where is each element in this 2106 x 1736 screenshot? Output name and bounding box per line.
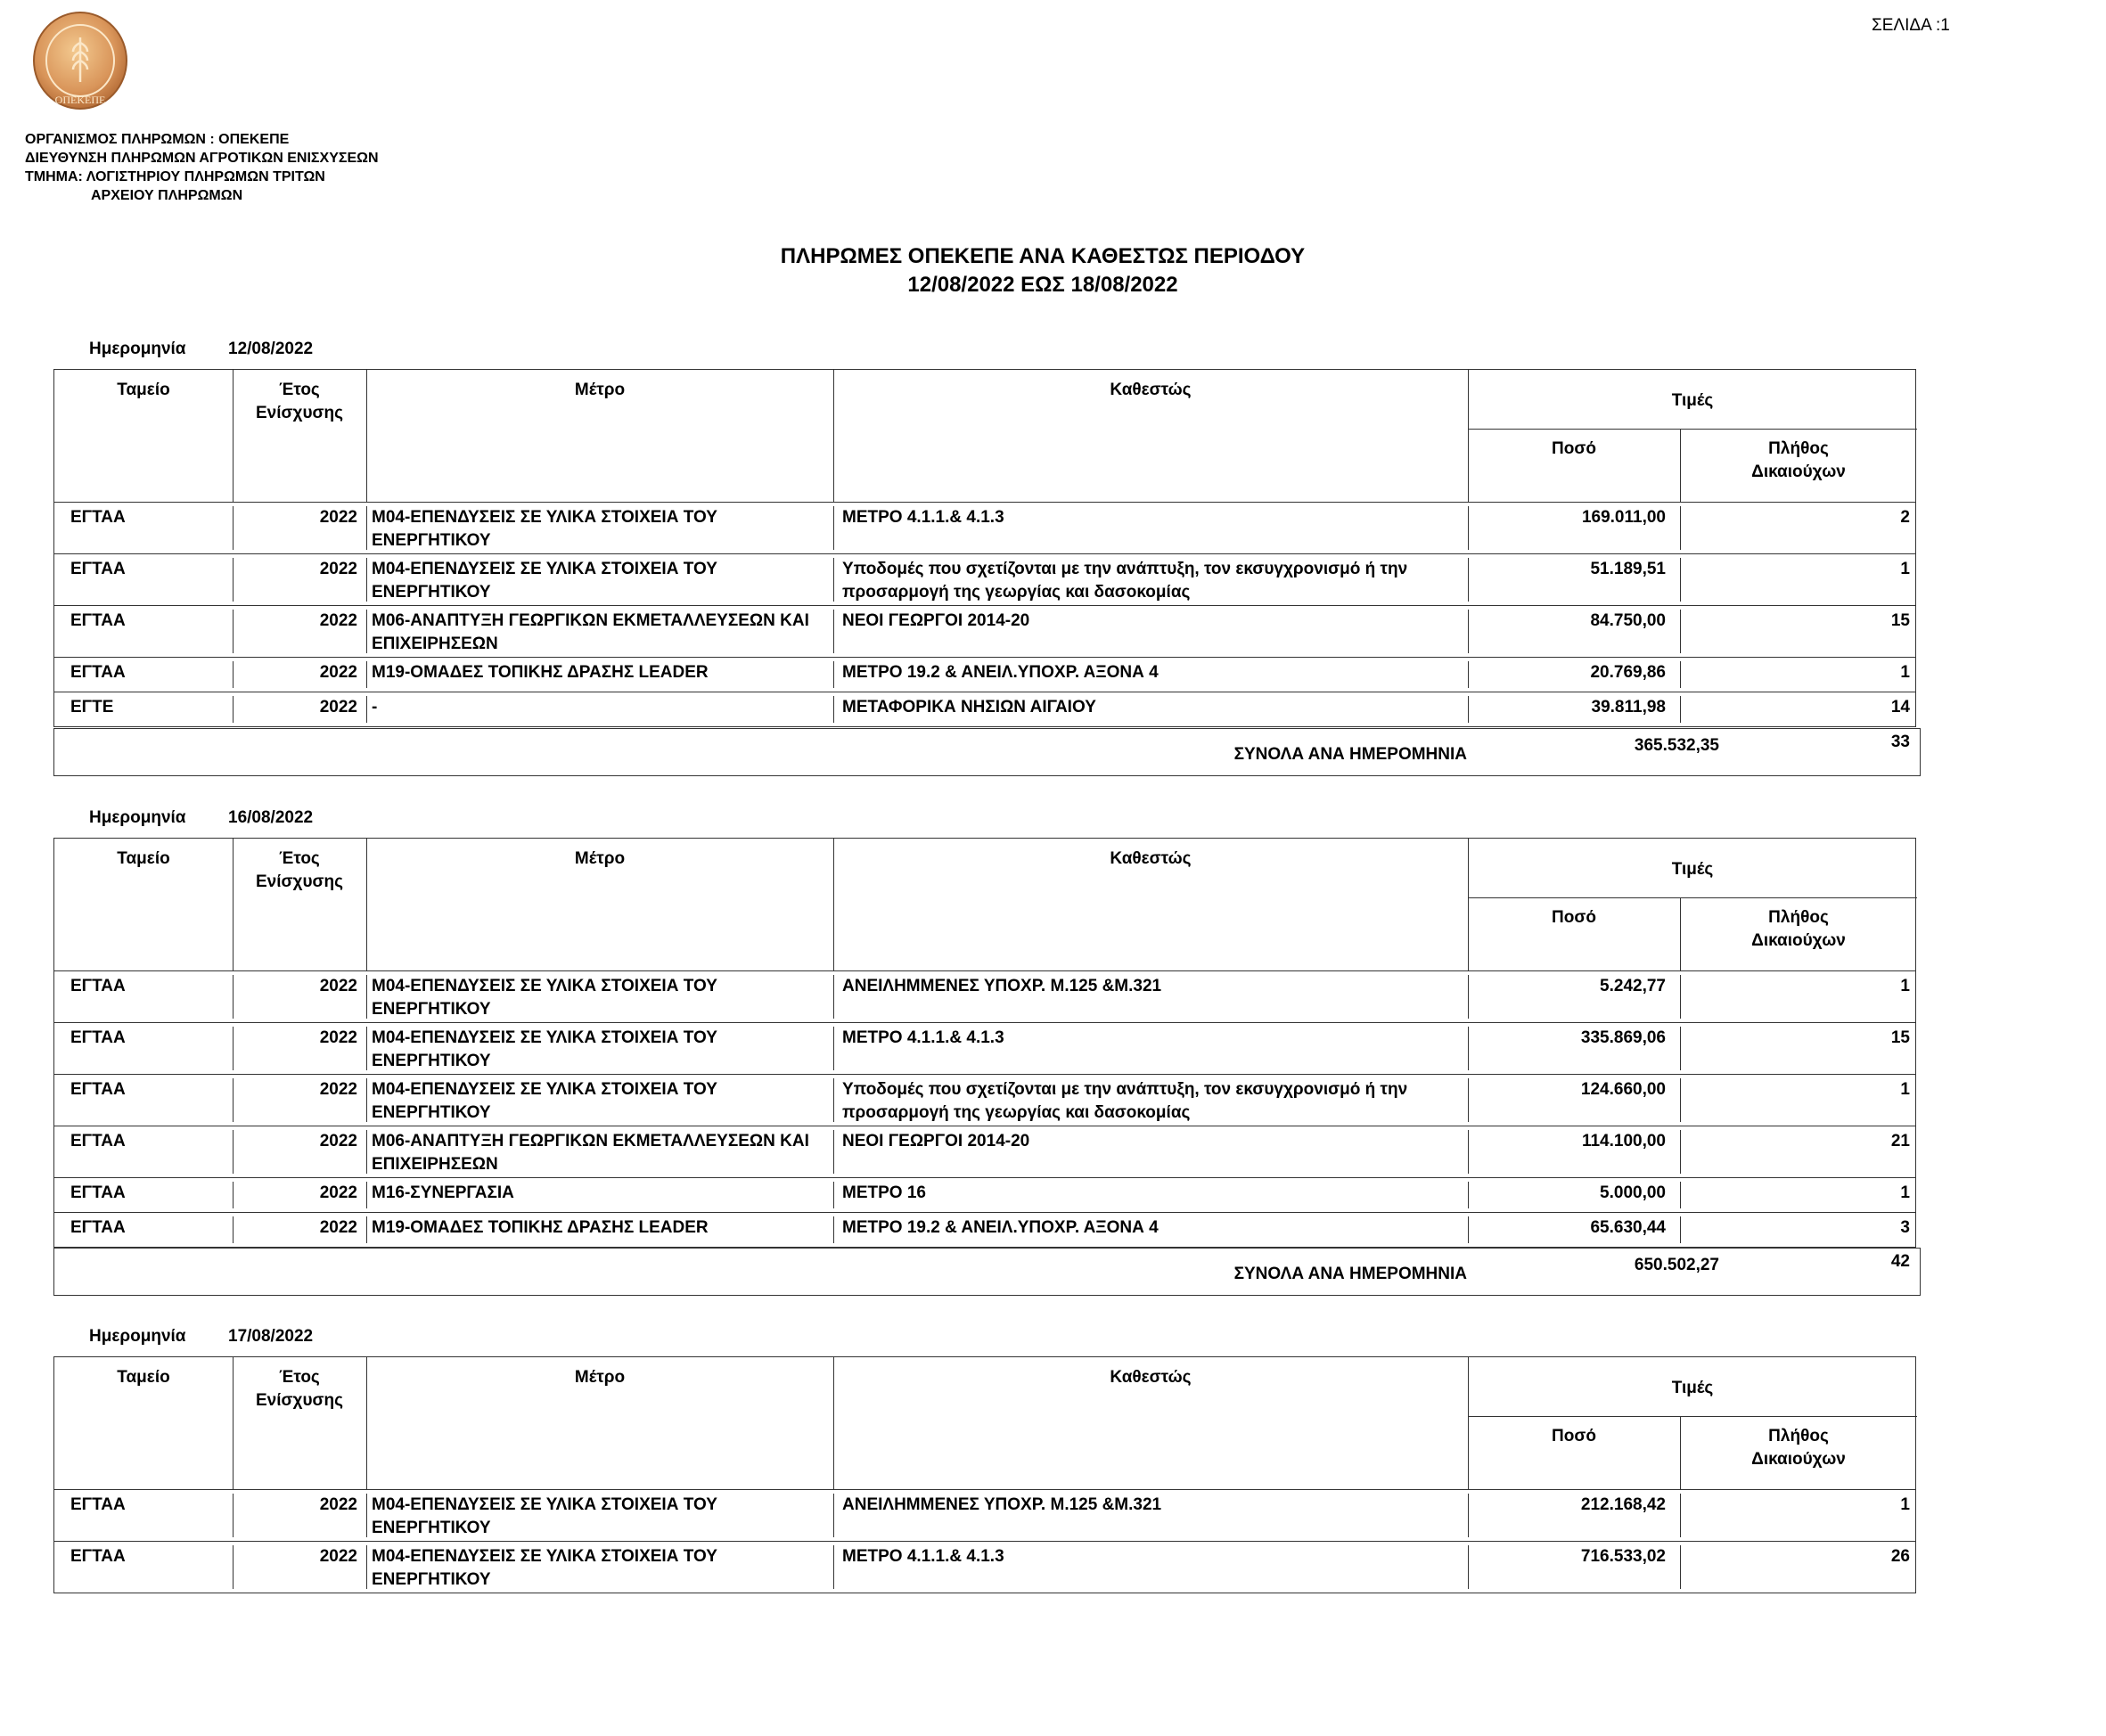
- cell-measure: -: [372, 698, 378, 717]
- cell-amount: 20.769,86: [1590, 663, 1666, 682]
- row-divider: [1680, 1216, 1681, 1243]
- cell-year: 2022: [319, 1183, 357, 1202]
- row-divider: [366, 558, 367, 602]
- table-header: [54, 370, 1915, 503]
- totals-amount: 365.532,35: [1634, 736, 1719, 755]
- row-divider: [1468, 1494, 1469, 1537]
- row-divider: [833, 1545, 834, 1589]
- col-header-count: [1680, 1425, 1917, 1471]
- col-header-year-l1: Έτος: [279, 849, 320, 868]
- row-divider: [833, 1494, 834, 1537]
- row-divider: [1468, 506, 1469, 550]
- row-divider: [366, 610, 367, 653]
- row-divider: [366, 1494, 367, 1537]
- row-divider: [833, 1130, 834, 1174]
- table-row: [54, 1213, 1915, 1247]
- cell-amount: 84.750,00: [1590, 611, 1666, 630]
- col-header-amount: Ποσό: [1552, 1427, 1596, 1445]
- cell-year: 2022: [319, 1080, 357, 1099]
- cell-fund: ΕΓΤΑΑ: [70, 1495, 126, 1514]
- row-divider: [1680, 1182, 1681, 1208]
- cell-status: ΜΕΤΡΟ 4.1.1.& 4.1.3: [842, 1547, 1004, 1566]
- cell-amount: 716.533,02: [1580, 1547, 1666, 1566]
- cell-count: 1: [1900, 1183, 1910, 1202]
- col-header-measure: Μέτρο: [574, 1368, 626, 1387]
- col-header-count-l1: Πλήθος: [1768, 908, 1829, 927]
- cell-year: 2022: [319, 1132, 357, 1151]
- cell-fund: ΕΓΤΑΑ: [70, 508, 126, 527]
- col-header-count-l2: Δικαιούχων: [1751, 1450, 1846, 1469]
- date-value: 12/08/2022: [228, 340, 314, 358]
- header-divider: [1468, 1357, 1469, 1489]
- row-divider: [1680, 661, 1681, 688]
- table-header: [54, 839, 1915, 971]
- row-divider: [366, 1027, 367, 1070]
- col-header-count-l1: Πλήθος: [1768, 439, 1829, 458]
- col-header-year-l2: Ενίσχυσης: [256, 404, 343, 422]
- cell-status: ΝΕΟΙ ΓΕΩΡΓΟΙ 2014-20: [842, 1132, 1030, 1151]
- row-divider: [1680, 1494, 1681, 1537]
- row-divider: [1468, 558, 1469, 602]
- row-divider: [1468, 661, 1469, 688]
- totals-count: 33: [1890, 733, 1910, 751]
- header-divider: [233, 839, 234, 970]
- cell-year: 2022: [319, 1495, 357, 1514]
- header-divider: [833, 1357, 834, 1489]
- cell-fund: ΕΓΤΑΑ: [70, 663, 126, 682]
- cell-year: 2022: [319, 663, 357, 682]
- table-row: [54, 606, 1915, 658]
- cell-fund: ΕΓΤΑΑ: [70, 1183, 126, 1202]
- table-row: [54, 1178, 1915, 1213]
- page-number: ΣΕΛΙΔΑ :1: [1872, 16, 1950, 35]
- cell-status: ΜΕΤΡΟ 19.2 & ΑΝΕΙΛ.ΥΠΟΧΡ. ΑΞΟΝΑ 4: [842, 1218, 1159, 1237]
- cell-amount: 114.100,00: [1581, 1132, 1666, 1151]
- row-divider: [366, 1545, 367, 1589]
- row-divider: [233, 1494, 234, 1537]
- row-divider: [1468, 696, 1469, 723]
- cell-count: 26: [1890, 1547, 1910, 1566]
- cell-status: ΜΕΤΡΟ 16: [842, 1183, 926, 1202]
- col-header-measure: Μέτρο: [574, 849, 626, 868]
- table-row: [54, 503, 1915, 554]
- cell-fund: ΕΓΤΕ: [70, 698, 114, 717]
- row-divider: [1468, 1130, 1469, 1174]
- col-header-amount: Ποσό: [1552, 908, 1596, 927]
- header-divider: [1680, 429, 1681, 502]
- cell-measure: Μ19-ΟΜΑΔΕΣ ΤΟΠΙΚΗΣ ΔΡΑΣΗΣ LEADER: [372, 1218, 709, 1237]
- cell-amount: 51.189,51: [1590, 560, 1666, 578]
- cell-measure: Μ04-ΕΠΕΝΔΥΣΕΙΣ ΣΕ ΥΛΙΚΑ ΣΤΟΙΧΕΙΑ ΤΟΥ ΕΝΕΡΓΗΤΙΚΟΥ: [372, 508, 717, 550]
- row-divider: [233, 558, 234, 602]
- cell-fund: ΕΓΤΑΑ: [70, 1028, 126, 1047]
- col-header-count-l2: Δικαιούχων: [1751, 931, 1846, 950]
- col-header-values: Τιμές: [1671, 1379, 1714, 1397]
- table-row: [54, 1542, 1915, 1593]
- row-divider: [366, 1130, 367, 1174]
- row-divider: [833, 1078, 834, 1122]
- cell-fund: ΕΓΤΑΑ: [70, 560, 126, 578]
- svg-text:ΟΠΕΚΕΠΕ: ΟΠΕΚΕΠΕ: [54, 94, 106, 106]
- cell-status: ΜΕΤΡΟ 4.1.1.& 4.1.3: [842, 1028, 1004, 1047]
- cell-measure: Μ06-ΑΝΑΠΤΥΞΗ ΓΕΩΡΓΙΚΩΝ ΕΚΜΕΤΑΛΛΕΥΣΕΩΝ ΚΑΙ ΕΠΙΧΕΙΡΗΣΕΩΝ: [372, 1132, 809, 1174]
- cell-status: Υποδομές που σχετίζονται με την ανάπτυξη, τον εκσυγχρονισμό ή την προσαρμογή της γεωργίας και δασοκομίας: [842, 560, 1408, 602]
- cell-fund: ΕΓΤΑΑ: [70, 1132, 126, 1151]
- row-divider: [1680, 1027, 1681, 1070]
- date-value: 16/08/2022: [228, 808, 314, 827]
- cell-measure: Μ04-ΕΠΕΝΔΥΣΕΙΣ ΣΕ ΥΛΙΚΑ ΣΤΟΙΧΕΙΑ ΤΟΥ ΕΝΕΡΓΗΤΙΚΟΥ: [372, 560, 717, 602]
- report-title-block: [0, 242, 2086, 299]
- col-header-status: Καθεστώς: [1110, 381, 1192, 399]
- row-divider: [1680, 506, 1681, 550]
- row-divider: [833, 661, 834, 688]
- row-divider: [1468, 1078, 1469, 1122]
- row-divider: [233, 1078, 234, 1122]
- cell-year: 2022: [319, 611, 357, 630]
- cell-count: 15: [1890, 611, 1910, 630]
- row-divider: [233, 661, 234, 688]
- row-divider: [233, 1130, 234, 1174]
- cell-count: 1: [1900, 560, 1910, 578]
- cell-status: ΑΝΕΙΛΗΜΜΕΝΕΣ ΥΠΟΧΡ. Μ.125 &Μ.321: [842, 977, 1162, 995]
- cell-measure: Μ04-ΕΠΕΝΔΥΣΕΙΣ ΣΕ ΥΛΙΚΑ ΣΤΟΙΧΕΙΑ ΤΟΥ ΕΝΕΡΓΗΤΙΚΟΥ: [372, 1028, 717, 1070]
- payments-table: [53, 838, 1916, 1248]
- table-header: [54, 1357, 1915, 1490]
- col-header-count: [1680, 438, 1917, 484]
- cell-amount: 5.000,00: [1600, 1183, 1666, 1202]
- row-divider: [1468, 610, 1469, 653]
- cell-year: 2022: [319, 977, 357, 995]
- row-divider: [366, 975, 367, 1019]
- payments-table: [53, 369, 1916, 727]
- cell-year: 2022: [319, 698, 357, 717]
- cell-fund: ΕΓΤΑΑ: [70, 1547, 126, 1566]
- row-divider: [366, 1078, 367, 1122]
- org-line: ΤΜΗΜΑ: ΛΟΓΙΣΤΗΡΙΟΥ ΠΛΗΡΩΜΩΝ ΤΡΙΤΩΝ: [25, 169, 325, 184]
- cell-status: ΑΝΕΙΛΗΜΜΕΝΕΣ ΥΠΟΧΡ. Μ.125 &Μ.321: [842, 1495, 1162, 1514]
- header-divider: [1468, 370, 1469, 502]
- row-divider: [1680, 1130, 1681, 1174]
- cell-fund: ΕΓΤΑΑ: [70, 1080, 126, 1099]
- col-header-year-l2: Ενίσχυσης: [256, 1391, 343, 1410]
- row-divider: [233, 1545, 234, 1589]
- row-divider: [1680, 1078, 1681, 1122]
- cell-fund: ΕΓΤΑΑ: [70, 611, 126, 630]
- row-divider: [366, 506, 367, 550]
- cell-year: 2022: [319, 508, 357, 527]
- totals-amount: 650.502,27: [1634, 1256, 1719, 1274]
- cell-count: 1: [1900, 1080, 1910, 1099]
- cell-amount: 65.630,44: [1590, 1218, 1666, 1237]
- cell-status: ΝΕΟΙ ΓΕΩΡΓΟΙ 2014-20: [842, 611, 1030, 630]
- header-divider: [833, 370, 834, 502]
- cell-count: 3: [1900, 1218, 1910, 1237]
- col-header-values: Τιμές: [1671, 860, 1714, 879]
- totals-count: 42: [1890, 1252, 1910, 1271]
- header-divider: [1468, 1416, 1917, 1417]
- cell-count: 14: [1890, 698, 1910, 717]
- row-divider: [233, 1027, 234, 1070]
- header-divider: [1468, 839, 1469, 970]
- col-header-amount: Ποσό: [1552, 439, 1596, 458]
- row-divider: [833, 558, 834, 602]
- row-divider: [366, 661, 367, 688]
- header-divider: [1468, 897, 1917, 898]
- cell-measure: Μ06-ΑΝΑΠΤΥΞΗ ΓΕΩΡΓΙΚΩΝ ΕΚΜΕΤΑΛΛΕΥΣΕΩΝ ΚΑΙ ΕΠΙΧΕΙΡΗΣΕΩΝ: [372, 611, 809, 653]
- table-row: [54, 1490, 1915, 1542]
- cell-measure: Μ16-ΣΥΝΕΡΓΑΣΙΑ: [372, 1183, 514, 1202]
- header-divider: [1680, 1416, 1681, 1489]
- cell-year: 2022: [319, 560, 357, 578]
- header-divider: [1468, 429, 1917, 430]
- row-divider: [233, 975, 234, 1019]
- header-divider: [1680, 897, 1681, 970]
- date-value: 17/08/2022: [228, 1327, 314, 1346]
- row-divider: [233, 1216, 234, 1243]
- row-divider: [833, 506, 834, 550]
- col-header-count-l2: Δικαιούχων: [1751, 463, 1846, 481]
- cell-count: 1: [1900, 977, 1910, 995]
- row-divider: [833, 610, 834, 653]
- row-divider: [366, 1182, 367, 1208]
- col-header-year: [233, 1366, 366, 1413]
- row-divider: [233, 1182, 234, 1208]
- cell-amount: 212.168,42: [1580, 1495, 1666, 1514]
- col-header-year-l1: Έτος: [279, 1368, 320, 1387]
- cell-count: 1: [1900, 663, 1910, 682]
- date-totals: [53, 728, 1921, 776]
- header-divider: [833, 839, 834, 970]
- col-header-year: [233, 848, 366, 894]
- cell-count: 15: [1890, 1028, 1910, 1047]
- row-divider: [833, 975, 834, 1019]
- totals-label: ΣΥΝΟΛΑ ΑΝΑ ΗΜΕΡΟΜΗΝΙΑ: [1233, 1265, 1467, 1283]
- org-line: ΑΡΧΕΙΟΥ ΠΛΗΡΩΜΩΝ: [91, 188, 243, 203]
- cell-measure: Μ19-ΟΜΑΔΕΣ ΤΟΠΙΚΗΣ ΔΡΑΣΗΣ LEADER: [372, 663, 709, 682]
- col-header-status: Καθεστώς: [1110, 849, 1192, 868]
- table-row: [54, 971, 1915, 1023]
- org-line: ΔΙΕΥΘΥΝΣΗ ΠΛΗΡΩΜΩΝ ΑΓΡΟΤΙΚΩΝ ΕΝΙΣΧΥΣΕΩΝ: [25, 151, 379, 166]
- row-divider: [233, 610, 234, 653]
- row-divider: [1680, 1545, 1681, 1589]
- cell-measure: Μ04-ΕΠΕΝΔΥΣΕΙΣ ΣΕ ΥΛΙΚΑ ΣΤΟΙΧΕΙΑ ΤΟΥ ΕΝΕΡΓΗΤΙΚΟΥ: [372, 1495, 717, 1537]
- cell-measure: Μ04-ΕΠΕΝΔΥΣΕΙΣ ΣΕ ΥΛΙΚΑ ΣΤΟΙΧΕΙΑ ΤΟΥ ΕΝΕΡΓΗΤΙΚΟΥ: [372, 1547, 717, 1589]
- cell-measure: Μ04-ΕΠΕΝΔΥΣΕΙΣ ΣΕ ΥΛΙΚΑ ΣΤΟΙΧΕΙΑ ΤΟΥ ΕΝΕΡΓΗΤΙΚΟΥ: [372, 977, 717, 1019]
- cell-status: Υποδομές που σχετίζονται με την ανάπτυξη, τον εκσυγχρονισμό ή την προσαρμογή της γεωργίας και δασοκομίας: [842, 1080, 1408, 1122]
- table-row: [54, 658, 1915, 692]
- col-header-year-l1: Έτος: [279, 381, 320, 399]
- row-divider: [833, 1182, 834, 1208]
- cell-fund: ΕΓΤΑΑ: [70, 1218, 126, 1237]
- cell-year: 2022: [319, 1547, 357, 1566]
- row-divider: [233, 506, 234, 550]
- col-header-fund: Ταμείο: [117, 381, 170, 399]
- totals-label: ΣΥΝΟΛΑ ΑΝΑ ΗΜΕΡΟΜΗΝΙΑ: [1233, 745, 1467, 764]
- cell-amount: 124.660,00: [1580, 1080, 1666, 1099]
- cell-count: 1: [1900, 1495, 1910, 1514]
- col-header-values: Τιμές: [1671, 391, 1714, 410]
- row-divider: [366, 696, 367, 723]
- cell-year: 2022: [319, 1218, 357, 1237]
- col-header-year-l2: Ενίσχυσης: [256, 872, 343, 891]
- row-divider: [1680, 696, 1681, 723]
- row-divider: [833, 1027, 834, 1070]
- col-header-measure: Μέτρο: [574, 381, 626, 399]
- payments-table: [53, 1356, 1916, 1593]
- cell-count: 2: [1900, 508, 1910, 527]
- report-title: ΠΛΗΡΩΜΕΣ ΟΠΕΚΕΠΕ ΑΝΑ ΚΑΘΕΣΤΩΣ ΠΕΡΙΟΔΟΥ: [780, 244, 1306, 268]
- col-header-fund: Ταμείο: [117, 849, 170, 868]
- opekepe-logo: [32, 11, 128, 111]
- header-divider: [366, 370, 367, 502]
- header-divider: [366, 1357, 367, 1489]
- row-divider: [1680, 975, 1681, 1019]
- row-divider: [833, 1216, 834, 1243]
- row-divider: [1468, 975, 1469, 1019]
- cell-amount: 335.869,06: [1580, 1028, 1666, 1047]
- row-divider: [366, 1216, 367, 1243]
- col-header-year: [233, 379, 366, 425]
- row-divider: [1680, 610, 1681, 653]
- cell-amount: 39.811,98: [1591, 698, 1666, 717]
- row-divider: [1468, 1216, 1469, 1243]
- date-label: Ημερομηνία: [89, 1327, 186, 1346]
- table-row: [54, 1126, 1915, 1178]
- date-totals: [53, 1248, 1921, 1296]
- row-divider: [833, 696, 834, 723]
- col-header-status: Καθεστώς: [1110, 1368, 1192, 1387]
- header-divider: [366, 839, 367, 970]
- table-row: [54, 1075, 1915, 1126]
- cell-amount: 5.242,77: [1600, 977, 1666, 995]
- table-row: [54, 1023, 1915, 1075]
- col-header-count: [1680, 906, 1917, 953]
- cell-status: ΜΕΤΡΟ 19.2 & ΑΝΕΙΛ.ΥΠΟΧΡ. ΑΞΟΝΑ 4: [842, 663, 1159, 682]
- date-label: Ημερομηνία: [89, 340, 186, 358]
- table-row: [54, 554, 1915, 606]
- cell-count: 21: [1890, 1132, 1910, 1151]
- table-row: [54, 692, 1915, 726]
- cell-status: ΜΕΤΡΟ 4.1.1.& 4.1.3: [842, 508, 1004, 527]
- col-header-count-l1: Πλήθος: [1768, 1427, 1829, 1445]
- col-header-fund: Ταμείο: [117, 1368, 170, 1387]
- row-divider: [1468, 1027, 1469, 1070]
- cell-year: 2022: [319, 1028, 357, 1047]
- row-divider: [1468, 1182, 1469, 1208]
- report-period: 12/08/2022 ΕΩΣ 18/08/2022: [907, 273, 1178, 297]
- cell-fund: ΕΓΤΑΑ: [70, 977, 126, 995]
- row-divider: [1680, 558, 1681, 602]
- cell-status: ΜΕΤΑΦΟΡΙΚΑ ΝΗΣΙΩΝ ΑΙΓΑΙΟΥ: [842, 698, 1096, 717]
- cell-amount: 169.011,00: [1581, 508, 1666, 527]
- row-divider: [1468, 1545, 1469, 1589]
- header-divider: [233, 1357, 234, 1489]
- cell-measure: Μ04-ΕΠΕΝΔΥΣΕΙΣ ΣΕ ΥΛΙΚΑ ΣΤΟΙΧΕΙΑ ΤΟΥ ΕΝΕΡΓΗΤΙΚΟΥ: [372, 1080, 717, 1122]
- org-line: ΟΡΓΑΝΙΣΜΟΣ ΠΛΗΡΩΜΩΝ : ΟΠΕΚΕΠΕ: [25, 132, 290, 147]
- organization-header: [25, 130, 379, 205]
- row-divider: [233, 696, 234, 723]
- date-label: Ημερομηνία: [89, 808, 186, 827]
- header-divider: [233, 370, 234, 502]
